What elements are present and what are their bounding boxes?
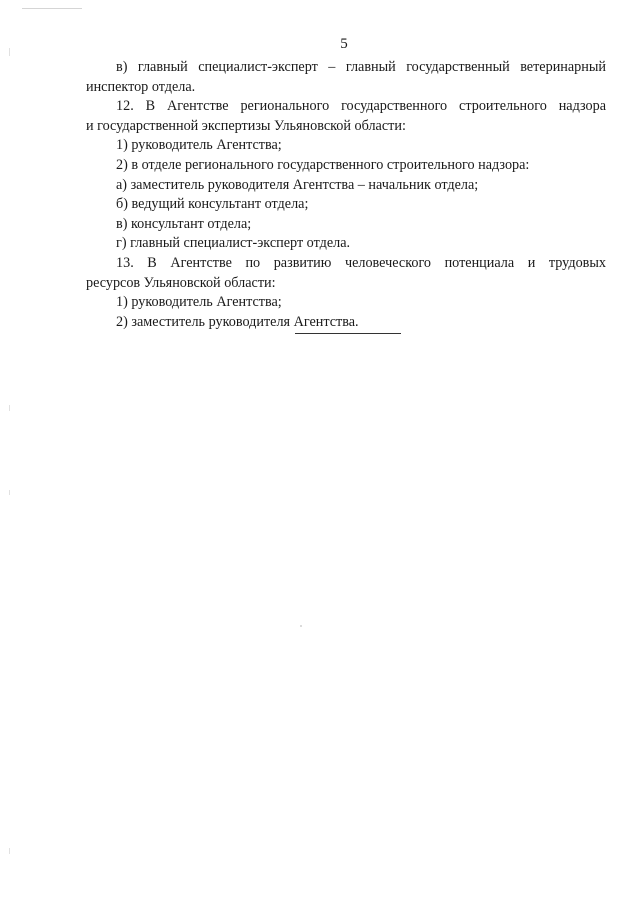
scan-artifact-mark xyxy=(9,490,10,495)
text-line: 2) заместитель руководителя Агентства. xyxy=(116,313,359,330)
text-line: инспектор отдела. xyxy=(86,78,196,95)
text-line: в) главный специалист-эксперт – главный государственный ветеринарный xyxy=(116,59,606,75)
text-line: 2) в отделе регионального государственного строительного надзора: xyxy=(116,156,530,173)
scan-artifact-mark xyxy=(9,848,10,854)
text-line: 12. В Агентстве регионального государственного строительного надзора xyxy=(116,98,606,115)
text-line: 1) руководитель Агентства; xyxy=(116,294,282,311)
text-line: г) главный специалист-эксперт отдела. xyxy=(116,235,351,252)
text-line: и государственной экспертизы Ульяновской области: xyxy=(86,117,406,134)
text-line: 13. В Агентстве по развитию человеческого потенциала и трудовых xyxy=(116,254,606,271)
text-line: в) консультант отдела; xyxy=(116,215,252,232)
scan-artifact-mark xyxy=(300,625,302,627)
document-body xyxy=(86,58,606,332)
scan-artifact-mark xyxy=(22,8,82,9)
page-number: 5 xyxy=(340,36,348,52)
scan-artifact-mark xyxy=(9,405,10,411)
scan-artifact-mark xyxy=(9,48,10,56)
text-line: 1) руководитель Агентства; xyxy=(116,137,282,154)
text-line: б) ведущий консультант отдела; xyxy=(116,196,309,213)
end-separator-line xyxy=(295,333,401,334)
text-line: ресурсов Ульяновской области: xyxy=(86,274,276,291)
text-line: а) заместитель руководителя Агентства – начальник отдела; xyxy=(116,176,479,193)
